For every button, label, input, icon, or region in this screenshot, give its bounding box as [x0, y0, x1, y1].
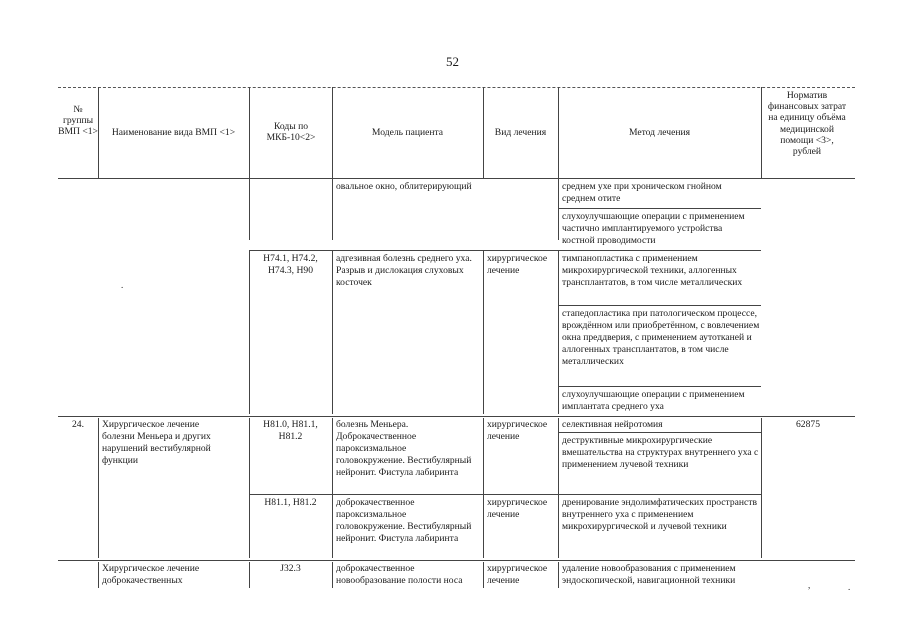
patient-model-cell: болезнь Меньера. Доброкачественное пароксизмальное головокружение. Вестибулярный нейронит. Фистула лабиринта — [336, 419, 472, 478]
icd-codes-cell: H81.1, H81.2 — [264, 497, 317, 508]
column-divider — [249, 178, 250, 240]
scan-speck: . — [121, 280, 124, 290]
treatment-method-cell: слухоулучшающие операции с применением частично имплантируемого устройства костной проводимости — [562, 211, 745, 246]
patient-model-cell: овальное окно, облитерирующий — [336, 181, 472, 192]
method-separator — [558, 305, 761, 306]
method-separator — [558, 208, 761, 209]
header-top-rule — [58, 87, 855, 88]
patient-model-cell: доброкачественное новообразование полости носа — [336, 563, 463, 586]
group-number-cell: 24. — [72, 419, 84, 430]
icd-codes-cell: J32.3 — [280, 563, 301, 574]
column-divider — [249, 418, 250, 558]
vmp-name-cell: Хирургическое лечение болезни Меньера и других нарушений вестибулярной функции — [102, 419, 211, 466]
treatment-method-cell: среднем ухе при хроническом гнойном среднем отите — [562, 181, 722, 204]
column-divider — [558, 418, 559, 558]
icd-codes-cell: H74.1, H74.2, H74.3, H90 — [263, 253, 318, 276]
column-divider — [332, 178, 333, 240]
row-separator — [58, 560, 855, 561]
treatment-type-cell: хирургическое лечение — [487, 253, 548, 276]
patient-model-cell: доброкачественное пароксизмальное головокружение. Вестибулярный нейронит. Фистула лабиринта — [336, 497, 472, 544]
column-divider — [483, 250, 484, 414]
column-divider — [249, 562, 250, 588]
column-divider — [558, 250, 559, 414]
column-divider — [98, 562, 99, 588]
column-divider — [249, 250, 250, 414]
treatment-type-cell: хирургическое лечение — [487, 563, 548, 586]
header-vmp-name: Наименование вида ВМП <1> — [111, 127, 236, 138]
column-divider — [483, 562, 484, 588]
scan-speck: . — [848, 582, 851, 592]
header-treatment-type: Вид лечения — [494, 127, 547, 138]
header-treatment-method: Метод лечения — [628, 127, 691, 138]
column-divider — [483, 418, 484, 558]
header-cost-norm: Норматив финансовых затрат на единицу объёма медицинской помощи <3>, рублей — [767, 90, 847, 158]
treatment-type-cell: хирургическое лечение — [487, 497, 548, 520]
column-divider — [98, 418, 99, 558]
treatment-method-cell: стапедопластика при патологическом процессе, врождённом или приобретённом, с вовлечением окна преддверия, с применением аутотканей и аллогенных трансплантатов, в том числе металлических — [562, 308, 760, 367]
page-number: 52 — [446, 54, 459, 69]
column-divider — [558, 178, 559, 240]
header-divider — [249, 87, 250, 178]
treatment-method-cell: дренирование эндолимфатических пространств внутреннего уха с применением микрохирургической и лучевой техники — [562, 497, 758, 532]
header-group-no: № группы ВМП <1> — [58, 104, 98, 138]
method-separator — [558, 432, 761, 433]
patient-model-cell: адгезивная болезнь среднего уха. Разрыв и дислокация слуховых косточек — [336, 253, 472, 288]
row-separator — [249, 250, 761, 251]
header-divider — [761, 87, 762, 178]
row-separator — [58, 416, 855, 417]
header-bottom-rule — [58, 178, 855, 179]
treatment-method-cell: деструктивные микрохирургические вмешательства на структурах внутреннего уха с применением лучевой техники — [562, 435, 759, 470]
vmp-name-cell: Хирургическое лечение доброкачественных — [102, 563, 200, 586]
header-icd-codes: Коды по МКБ-10<2> — [266, 121, 316, 144]
column-divider — [332, 418, 333, 558]
column-divider — [761, 418, 762, 558]
treatment-method-cell: удаление новообразования с применением эндоскопической, навигационной техники — [562, 563, 736, 586]
treatment-type-cell: хирургическое лечение — [487, 419, 548, 442]
treatment-method-cell: селективная нейротомия — [562, 419, 663, 430]
column-divider — [558, 562, 559, 588]
cost-norm-cell: 62875 — [796, 419, 820, 430]
scan-speck: , — [808, 580, 811, 590]
treatment-method-cell: тимпанопластика с применением микрохирургической техники, аллогенных трансплантатов, в том числе металлических — [562, 253, 743, 288]
column-divider — [332, 250, 333, 414]
header-patient-model: Модель пациента — [371, 127, 444, 138]
row-separator — [249, 494, 761, 495]
treatment-method-cell: слухоулучшающие операции с применением имплантата среднего уха — [562, 389, 745, 412]
method-separator — [558, 386, 761, 387]
icd-codes-cell: H81.0, H81.1, H81.2 — [263, 419, 318, 442]
column-divider — [332, 562, 333, 588]
